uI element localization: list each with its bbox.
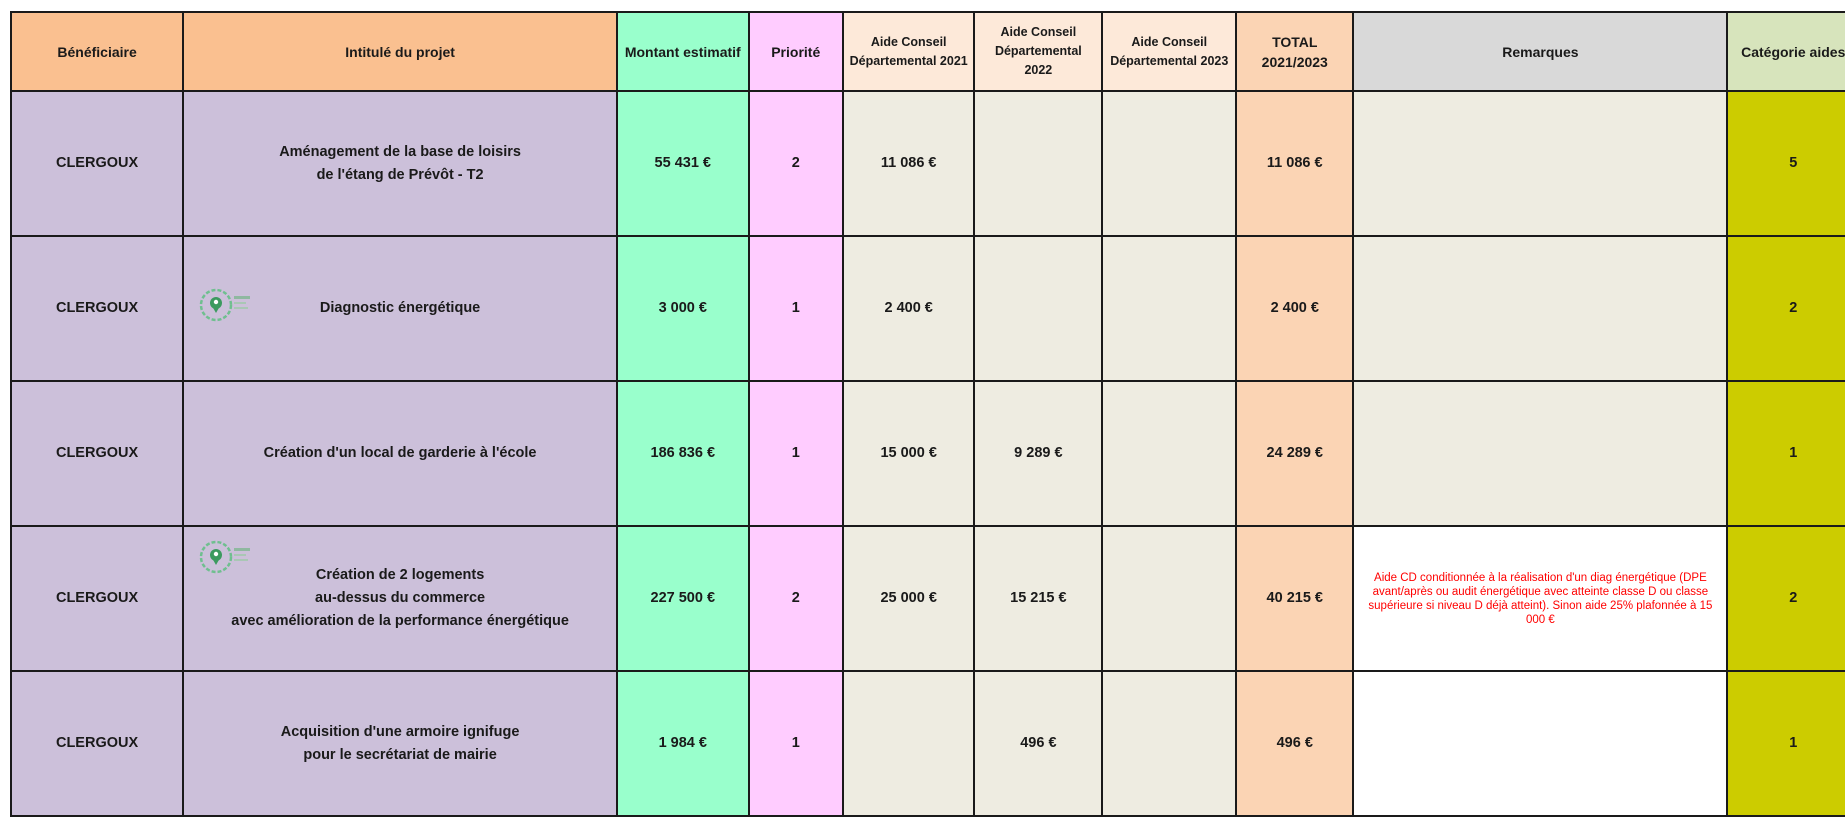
table-row — [11, 91, 1845, 236]
cell-intitule — [183, 381, 617, 526]
cell-aide-2021: 25 000 € — [843, 526, 974, 671]
commerce-logo-icon — [196, 285, 254, 325]
cell-total: 496 € — [1236, 671, 1353, 816]
cell-remarques — [1353, 236, 1727, 381]
cell-beneficiaire: CLERGOUX — [11, 236, 183, 381]
projects-table — [10, 11, 1845, 817]
header-aide-2023: Aide Conseil Départemental 2023 — [1102, 12, 1236, 91]
cell-aide-2023 — [1102, 671, 1236, 816]
cell-aide-2022 — [974, 91, 1102, 236]
cell-remarques — [1353, 381, 1727, 526]
cell-categorie: 1 — [1727, 671, 1845, 816]
cell-beneficiaire: CLERGOUX — [11, 526, 183, 671]
header-priorite: Priorité — [749, 12, 843, 91]
cell-total: 24 289 € — [1236, 381, 1353, 526]
cell-beneficiaire: CLERGOUX — [11, 671, 183, 816]
cell-aide-2023 — [1102, 236, 1236, 381]
cell-priorite: 2 — [749, 526, 843, 671]
cell-aide-2021 — [843, 671, 974, 816]
cell-categorie: 2 — [1727, 236, 1845, 381]
header-row — [11, 12, 1845, 91]
cell-priorite: 1 — [749, 381, 843, 526]
cell-intitule — [183, 91, 617, 236]
header-aide-2021: Aide Conseil Départemental 2021 — [843, 12, 974, 91]
intitule-line: Aménagement de la base de loisirs — [279, 143, 521, 160]
cell-remarques — [1353, 671, 1727, 816]
header-montant: Montant estimatif — [617, 12, 748, 91]
cell-total: 40 215 € — [1236, 526, 1353, 671]
intitule-line: Diagnostic énergétique — [319, 300, 481, 316]
intitule-line: Création de 2 logements — [315, 567, 485, 583]
cell-aide-2023 — [1102, 381, 1236, 526]
header-intitule — [183, 12, 617, 91]
cell-intitule — [183, 236, 617, 381]
table-row — [11, 381, 1845, 526]
header-intitule-label: Intitulé du projet — [345, 43, 455, 60]
header-remarques: Remarques — [1353, 12, 1727, 91]
cell-aide-2023 — [1102, 91, 1236, 236]
table-row — [11, 671, 1845, 816]
remark-text: Aide CD conditionnée à la réalisation d'un diag énergétique (DPE avant/après ou audit énergétique avec atteinte classe D ou classe supérieure si niveau D déjà atteint). Sinon aide 25% plafonnée à 15 000 € — [1368, 571, 1713, 626]
cell-priorite: 1 — [749, 236, 843, 381]
header-aide-2022: Aide Conseil Départemental 2022 — [974, 12, 1102, 91]
cell-intitule — [183, 671, 617, 816]
intitule-line: Création d'un local de garderie à l'école — [263, 445, 537, 461]
header-categorie: Catégorie aides — [1727, 12, 1845, 91]
cell-beneficiaire: CLERGOUX — [11, 381, 183, 526]
cell-aide-2023 — [1102, 526, 1236, 671]
cell-aide-2021: 15 000 € — [843, 381, 974, 526]
cell-aide-2021: 2 400 € — [843, 236, 974, 381]
cell-remarques — [1353, 526, 1727, 671]
intitule-line: au-dessus du commerce — [315, 590, 486, 606]
cell-beneficiaire: CLERGOUX — [11, 91, 183, 236]
cell-categorie: 1 — [1727, 381, 1845, 526]
intitule-line: de l'étang de Prévôt - T2 — [316, 166, 484, 183]
header-beneficiaire: Bénéficiaire — [11, 12, 183, 91]
cell-categorie: 2 — [1727, 526, 1845, 671]
cell-intitule — [183, 526, 617, 671]
cell-total: 2 400 € — [1236, 236, 1353, 381]
cell-categorie: 5 — [1727, 91, 1845, 236]
cell-montant: 1 984 € — [617, 671, 748, 816]
intitule-line: avec amélioration de la performance énergétique — [231, 613, 569, 629]
commerce-logo-icon — [196, 537, 254, 577]
cell-aide-2022: 9 289 € — [974, 381, 1102, 526]
cell-aide-2022: 496 € — [974, 671, 1102, 816]
cell-priorite: 1 — [749, 671, 843, 816]
cell-montant: 227 500 € — [617, 526, 748, 671]
marker-icon — [200, 12, 206, 13]
cell-priorite: 2 — [749, 91, 843, 236]
header-total: TOTAL 2021/2023 — [1236, 12, 1353, 91]
table-row — [11, 526, 1845, 671]
cell-montant: 3 000 € — [617, 236, 748, 381]
cell-montant: 186 836 € — [617, 381, 748, 526]
table-row — [11, 236, 1845, 381]
cell-aide-2022: 15 215 € — [974, 526, 1102, 671]
cell-aide-2022 — [974, 236, 1102, 381]
intitule-line: Acquisition d'une armoire ignifuge — [280, 723, 520, 740]
cell-montant: 55 431 € — [617, 91, 748, 236]
cell-remarques — [1353, 91, 1727, 236]
intitule-line: pour le secrétariat de mairie — [303, 746, 497, 763]
cell-total: 11 086 € — [1236, 91, 1353, 236]
cell-aide-2021: 11 086 € — [843, 91, 974, 236]
